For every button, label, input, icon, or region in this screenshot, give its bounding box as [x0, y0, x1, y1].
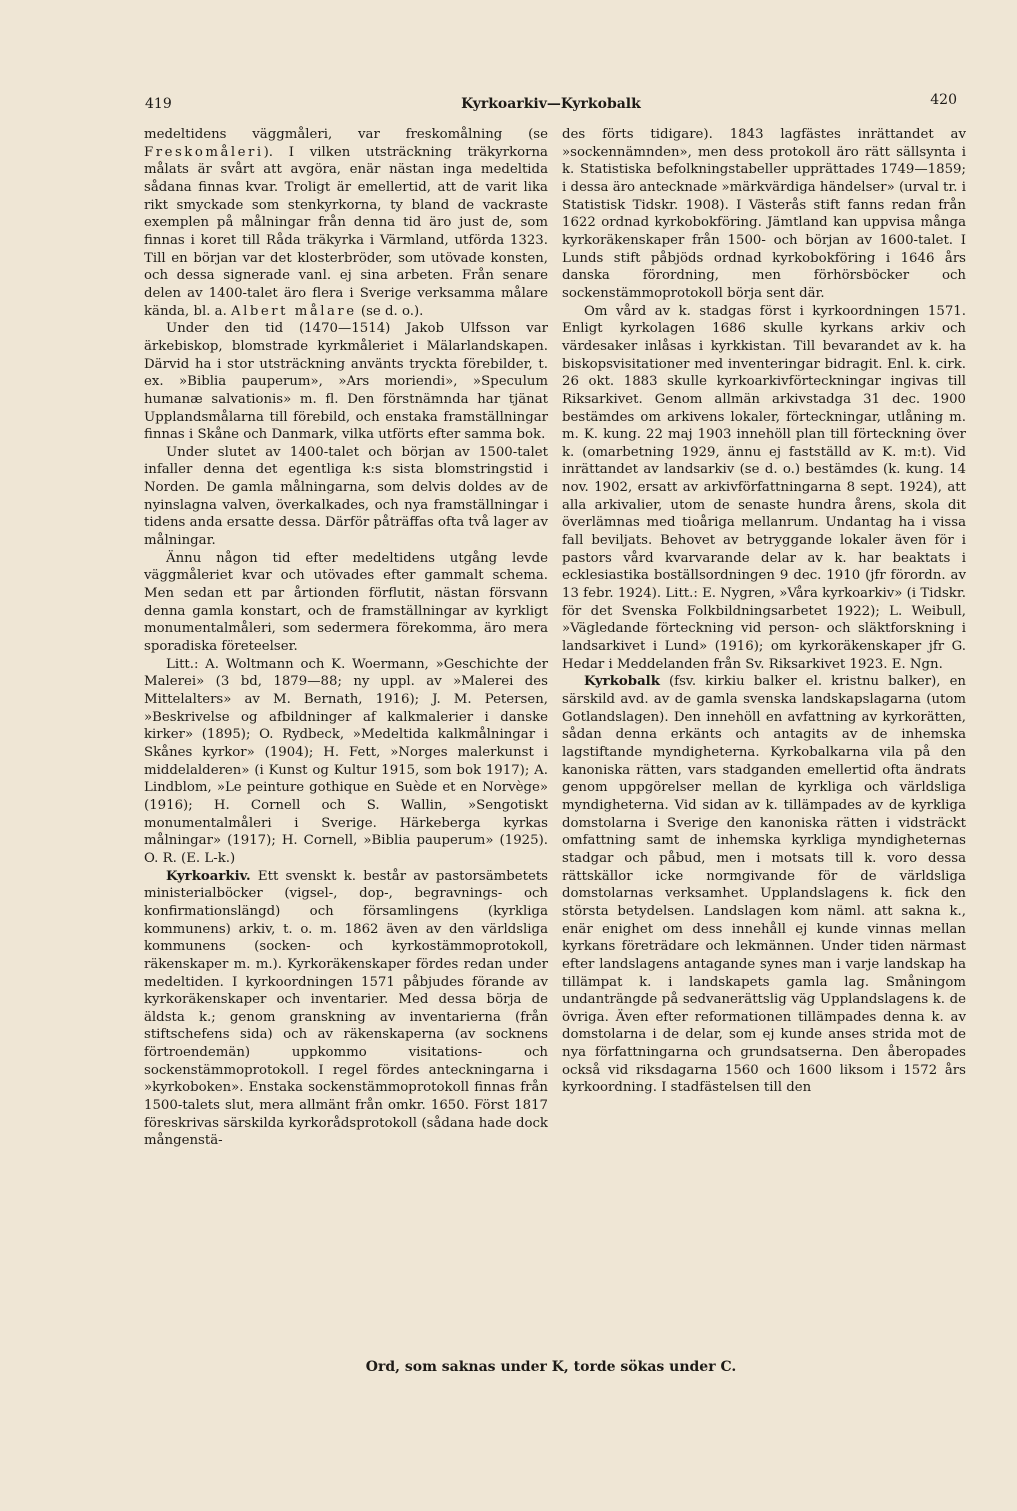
paragraph-care-of-archives: Om vård av k. stadgas först i kyrkoordningen 1571. Enligt kyrkolagen 1686 skulle kyrkans arkiv och värdesaker inlåsas i kyrkkistan. Till bevarandet av k. ha biskopsvisitationer med inventeringar bidragit. Enl. k. cirk. 26 okt. 1883 skulle kyrkoarkivförteckningar ingivas till Riksarkivet. Genom allmän arkivstadga 31 dec. 1900 bestämdes om arkivens lokaler, förteckningar, utlåning m. m. K. kung. 22 maj 1903 innehöll plan till förteckning över k. (omarbetning 1929, ännu ej fastställd av K. m:t). Vid inrättandet av landsarkiv (se d. o.) bestämdes (k. kung. 14 nov. 1902, ersatt av arkivförfattningarna 8 sept. 1924), att alla arkivalier, utom de senaste hundra årens, skola dit överlämnas med tioåriga mellanrum. Undantag ha i vissa fall beviljats. Behovet av betryggande lokaler även för i pastors vård kvarvarande delar av k. har beaktats i ecklesiastika boställsordningen 9 dec. 1910 (jfr förordn. av 13 febr. 1924). Litt.: E. Nygren, »Våra kyrkoarkiv» (i Tidskr. för det Svenska Folkbildningsarbetet 1922); L. Weibull, »Vägledande förteckning vid person- och släktforskning i landsarkivet i Lund» (1916); om kyrkoräkenskaper jfr G. Hedar i Meddelanden från Sv. Riksarkivet 1923. E. Ngn. [562, 303, 966, 672]
entry-kyrkobalk: Kyrkobalk (fsv. kirkiu balker el. kristnu balker), en särskild avd. av de gamla svenska landskapslagarna (utom Gotlandslagen). Den innehöll en avfattning av kyrkorätten, sådan denna erkänts och antagits av de inhemska lagstiftande myndigheterna. Kyrkobalkarna vila på den kanoniska rätten, vars stadganden emellertid ofta ändrats genom uppgörelser mellan de kyrkliga och världsliga myndigheterna. Vid sidan av k. tillämpades av de kyrkliga domstolarna i Sverige den kanoniska rätten i vidsträckt omfattning samt de inhemska kyrkliga myndigheternas stadgar och påbud, men i motsats till k. voro dessa rättskällor icke normgivande för de världsliga domstolarnas verksamhet. Upplandslagens k. fick den största betydelsen. Landslagen kom näml. att sakna k., enär enighet om dess innehåll ej kunde vinnas mellan kyrkans företrädare och lekmännen. Under tiden närmast efter landslagens antagande synes man i varje landskap ha tillämpat k. i landskapets gamla lag. Småningom undanträngde på sedvanerättslig väg Upplandslagens k. de övriga. Även efter reformationen tillämpades denna k. av domstolarna i de delar, som ej kunde anses strida mot de nya författningarna och grundsatserna. Den åberopades också vid riksdagarna 1560 och 1600 liksom i 1572 års kyrkoordning. I stadfästelsen till den [562, 674, 966, 1096]
paragraph-wall-painting: medeltidens väggmåleri, var freskomålning (se Freskomåleri). I vilken utsträckning träkyrkorna målats är svårt att avgöra, enär nästan inga medeltida sådana finnas kvar. Troligt är emellertid, att de varit lika rikt smyckade som stenkyrkorna, ty bland de vackraste exemplen på målningar från denna tid äro just de, som finnas i koret till Råda träkyrka i Värmland, utförda 1323. Till en början var det klosterbröder, som utövade konsten, och dessa signerade vanl. ej sina arbeten. Från senare delen av 1400-talet äro flera i Sverige verksamma målare kända, bl. a. Albert målare (se d. o.). [144, 127, 548, 319]
running-title: Kyrkoarkiv—Kyrkobalk [461, 96, 641, 112]
paragraph-continuation: des förts tidigare). 1843 lagfästes inrättandet av »sockennämnden», men dess protokoll äro rätt sällsynta i k. Statistiska befolkningstabeller upprättades 1749—1859; i dessa äro antecknade »märkvärdiga händelser» (urval tr. i Statistisk Tidskr. 1908). I Västerås stift fanns redan från 1622 ordnad kyrkobokföring. Jämtland kan uppvisa många kyrkoräkenskaper från 1500- och början av 1600-talet. I Lunds stift påbjöds ordnad kyrkobokföring i 1646 års danska förordning, men förhörsböcker och sockenstämmoprotokoll börja sent där. [562, 127, 966, 301]
page-number-left: 419 [145, 96, 172, 112]
paragraph-literature: Litt.: A. Woltmann och K. Woermann, »Geschichte der Malerei» (3 bd, 1879—88; ny uppl. av »Malerei des Mittelalters» av M. Bernath, 1916); J. M. Petersen, »Beskrivelse og afbildninger af kalkmalerier i danske kirker» (1895); O. Rydbeck, »Medeltida kalkmålningar i Skånes kyrkor» (1904); H. Fett, »Norges malerkunst i middelalderen» (i Kunst og Kultur 1915, som bok 1917); A. Lindblom, »Le peinture gothique en Suède et en Norvège» (1916); H. Cornell och S. Wallin, »Sengotiskt monumentalmåleri i Sverige. Härkeberga kyrkas målningar» (1917); H. Cornell, »Biblia pauperum» (1925). O. R. (E. L-k.) [144, 656, 548, 866]
paragraph-jakob-ulfsson: Under den tid (1470—1514) Jakob Ulfsson var ärkebiskop, blomstrade kyrkmåleriet i Mälarlandskapen. Därvid ha i stor utsträckning använts tryckta förebilder, t. ex. »Biblia pauperum», »Ars moriendi», »Speculum humanæ salvationis» m. fl. Den förstnämnda har tjänat Upplandsmålarna till förebild, och enstaka framställningar finnas i Skåne och Danmark, vilka utförts efter samma bok. [144, 321, 548, 443]
entry-headword: Kyrkoarkiv. [166, 868, 251, 884]
entry-headword: Kyrkobalk [584, 674, 660, 690]
paragraph-late-period: Under slutet av 1400-talet och början av 1500-talet infaller denna det egentliga k:s sista blomstringstid i Norden. De gamla målningarna, som delvis doldes av de nyinslagna valven, överkalkades, och nya framställningar i tidens anda ersatte dessa. Därför påträffas ofta två lager av målningar. [144, 444, 548, 549]
page-number-right: 420 [930, 92, 957, 108]
cross-reference: Freskomåleri [144, 144, 264, 160]
paragraph-after-medieval: Ännu någon tid efter medeltidens utgång levde väggmåleriet kvar och utövades efter gammalt schema. Men sedan ett par årtionden förflutit, nästan försvann denna gamla konstart, och de framställningar av kyrkligt monumentalmåleri, som sedermera förekomma, äro mera sporadiska företeelser. [144, 550, 548, 655]
right-column [562, 126, 966, 1097]
left-column [144, 126, 548, 1150]
page-header [143, 92, 959, 116]
entry-kyrkoarkiv: Kyrkoarkiv. Ett svenskt k. består av pastorsämbetets ministerialböcker (vigsel-, dop-, begravnings- och konfirmationslängd) och församlingens (kyrkliga kommunens) arkiv, t. o. m. 1862 även av den världsliga kommunens (socken- och kyrkostämmoprotokoll, räkenskaper m. m.). Kyrkoräkenskaper fördes redan under medeltiden. I kyrkoordningen 1571 påbjudes förande av kyrkoräkenskaper och inventarier. Med dessa börja de äldsta k.; genom granskning av inventarierna (från stiftschefens sida) och av räkenskaperna (av socknens förtroendemän) uppkommo visitations- och sockenstämmoprotokoll. I regel fördes anteckningarna i »kyrkoboken». Enstaka sockenstämmoprotokoll finnas från 1500-talets slut, mera allmänt från omkr. 1650. Först 1817 föreskrivas särskilda kyrkorådsprotokoll (sådana hade dock mångenstä- [144, 868, 548, 1149]
page-footer-note: Ord, som saknas under K, torde sökas under C. [365, 1359, 737, 1375]
cross-reference: Albert målare [231, 303, 357, 319]
